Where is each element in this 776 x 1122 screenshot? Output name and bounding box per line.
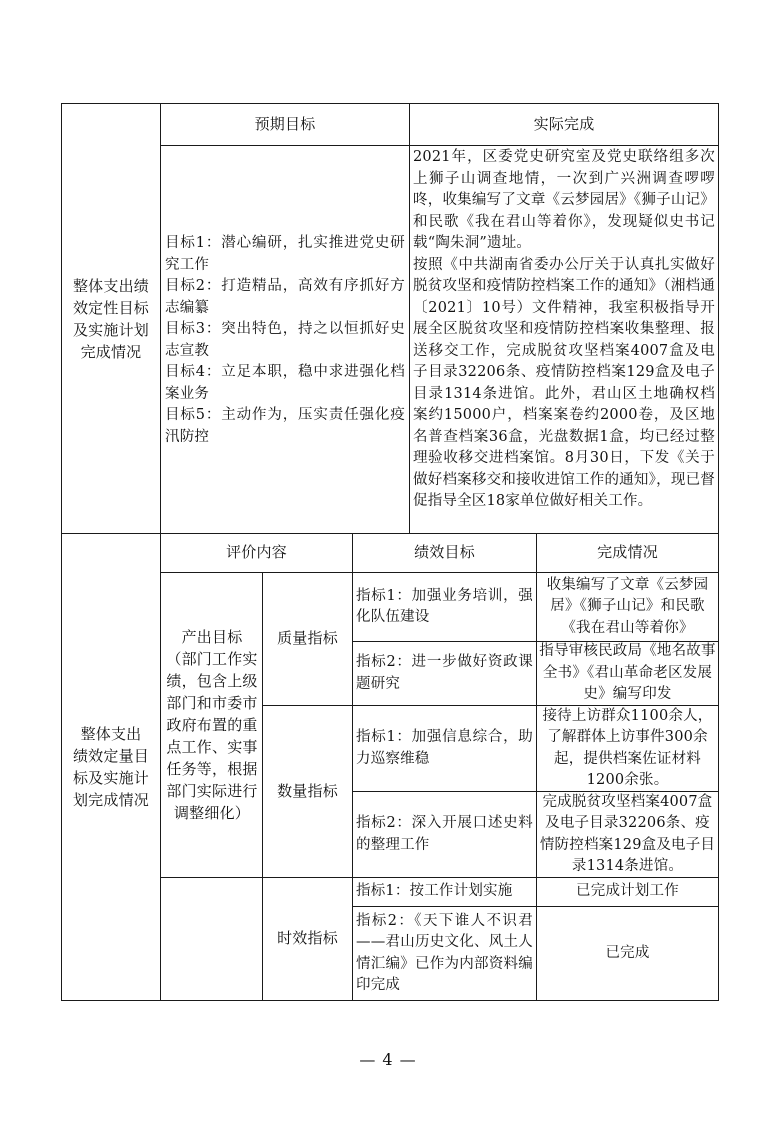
timeliness-indicator-label: 时效指标 [277,929,338,948]
table-row-status: 已完成计划工作 [576,883,679,900]
eval-content-header: 评价内容 [226,543,287,562]
qualitative-section-label: 整体支出绩 效定性目标 及实施计划 完成情况 [72,276,149,361]
output-goal-label: 产出目标 （部门工作实绩，包含上级部门和市委市政府布置的重点工作、实事任务等，根据部门实际进行调整细化） [166,628,258,822]
expected-goal-header: 预期目标 [254,114,316,133]
performance-target-header: 绩效目标 [414,543,475,562]
table-row-status: 指导审核民政局《地名故事全书》《君山革命老区发展史》编写印发 [539,643,716,703]
divider [160,145,718,146]
expected-goals-text: 目标1：潜心编研，扎实推进党史研究工作 目标2：打造精品，高效有序抓好方志编纂 目标3：突出特色，持之以恒抓好史志宣教 目标4：立足本职，稳中求进强化档案业务 目标5：主动作为，压实责任强化疫汛防控 [165,235,405,445]
table-row-target: 指标1：加强业务培训，强化队伍建设 [356,587,533,625]
divider [409,103,410,534]
table-row-status: 已完成 [605,944,650,961]
table-row-status: 接待上访群众1100余人，了解群体上访事件300余起，提供档案佐证材料1200余张。 [542,707,713,788]
table-border-right [718,103,719,1001]
actual-completion-text: 2021年，区委党史研究室及党史联络组多次上狮子山调查地情，一次到广兴洲调查啰啰咚，收集编写了文章《云梦园居》《狮子山记》和民歌《我在君山等着你》，发现疑似史书记载“陶朱洞”遗址。 按照《中共湖南省委办公厅关于认真扎实做好脱贫攻坚和疫情防控档案工作的通知》（湘档通〔2021〕10号）文件精神，我室积极指导开展全区脱贫攻坚和疫情防控档案收集整理、报送移交工作，完成脱贫攻坚档案4007盒及电子目录32206条、疫情防控档案129盒及电子目录1314条进馆。此外，君山区土地确权档案约15000户，档案案卷约2000卷，及区地名普查档案36盒，光盘数据1盒，均已经过整理验收移交进档案馆。8月30日，下发《关于做好档案移交和接收进馆工作的通知》，现已督促指导全区18家单位做好相关工作。 [413,149,715,509]
table-row-target: 指标1：按工作计划实施 [356,883,513,900]
table-row-status: 收集编写了文章《云梦园居》《狮子山记》和民歌《我在君山等着你》 [546,576,709,636]
table-row-target: 指标2：《天下谁人不识君——君山历史文化、风土人情汇编》已作为内部资料编印完成 [356,912,533,993]
quantity-indicator-label: 数量指标 [277,781,338,800]
table-row-target: 指标1：加强信息综合，助力巡察维稳 [356,729,533,767]
quantitative-section-label: 整体支出 绩效定量目 标及实施计 划完成情况 [72,725,149,809]
actual-completion-header: 实际完成 [533,114,595,133]
divider [160,103,161,534]
table-row-target: 指标2：进一步做好资政课题研究 [356,654,533,692]
table-row-status: 完成脱贫攻坚档案4007盒及电子目录32206条、疫情防控档案129盒及电子目录1314条进馆。 [539,793,716,874]
quality-indicator-label: 质量指标 [277,629,338,648]
completion-status-header: 完成情况 [597,543,658,562]
divider [160,533,161,1001]
page-number: — 4 — [359,1050,417,1069]
table-row-target: 指标2：深入开展口述史料的整理工作 [356,815,533,853]
